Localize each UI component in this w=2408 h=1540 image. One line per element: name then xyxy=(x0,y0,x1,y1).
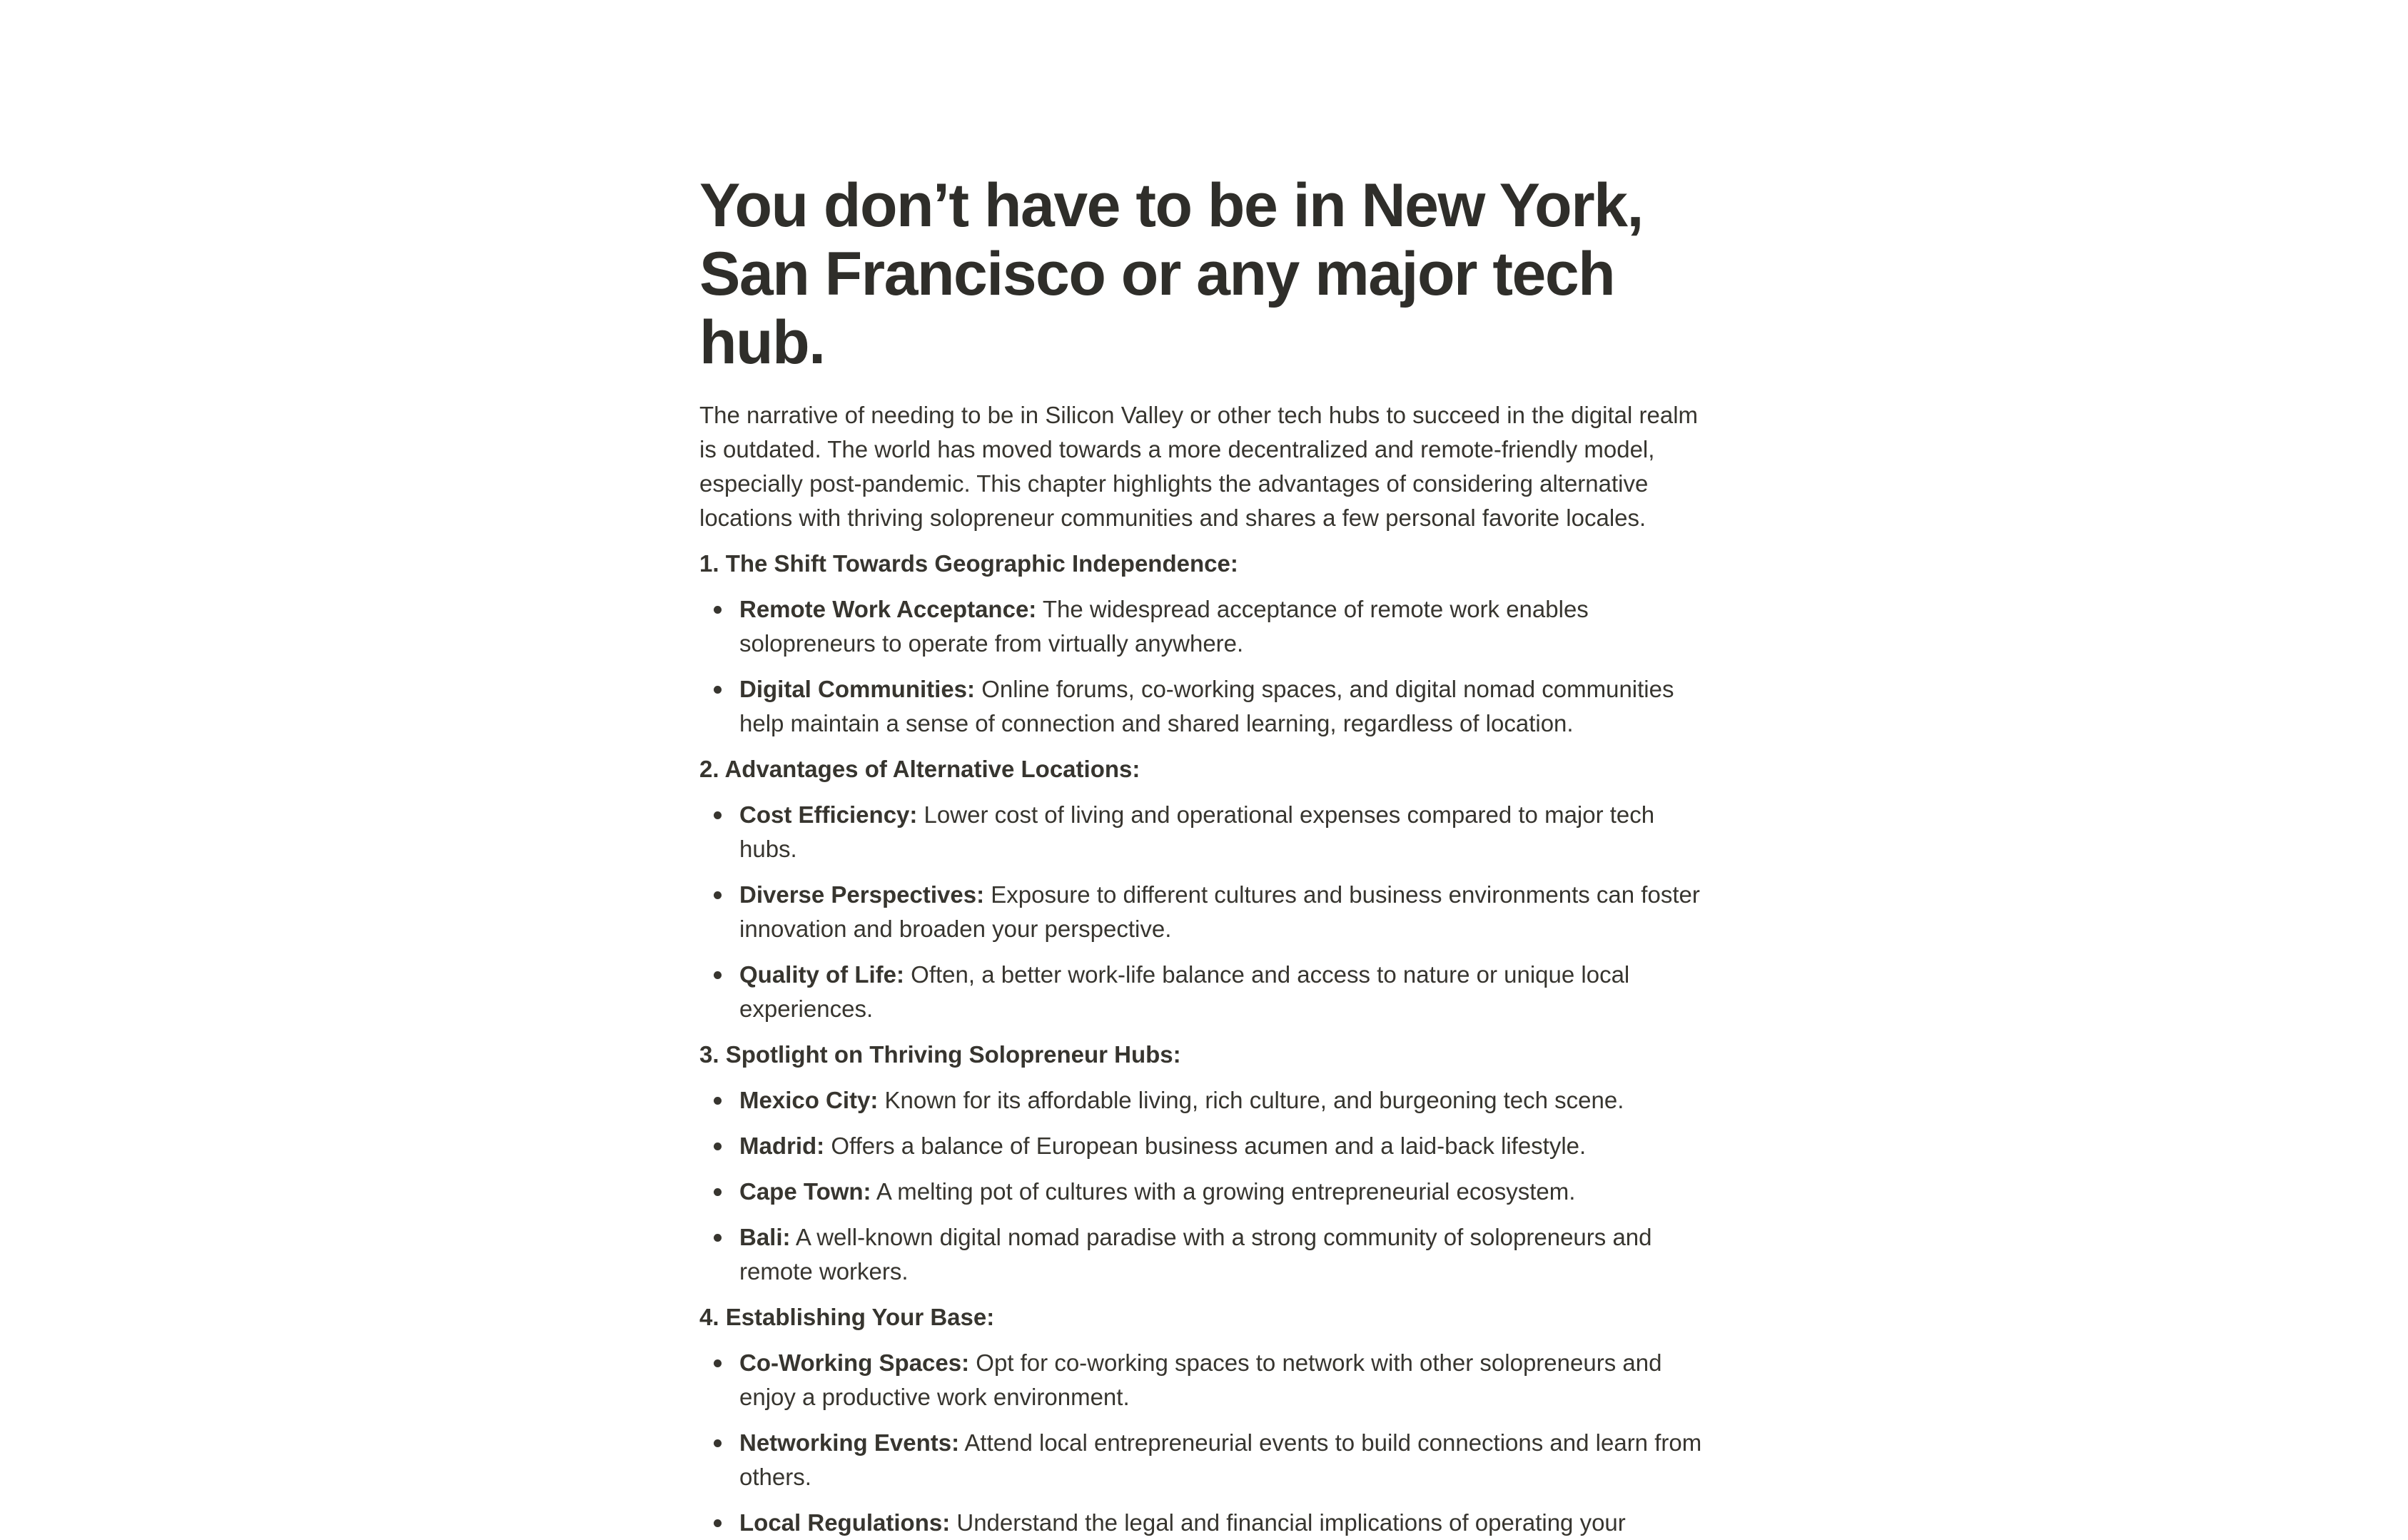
bullet-icon xyxy=(714,1439,722,1447)
item-text: Offers a balance of European business acumen and a laid-back lifestyle. xyxy=(824,1133,1587,1159)
bullet-list xyxy=(699,592,1713,741)
list-item xyxy=(699,1220,1713,1289)
section-heading: 4. Establishing Your Base: xyxy=(699,1304,995,1330)
bullet-list xyxy=(699,1083,1713,1289)
item-text: Exposure to different cultures and business environments can foster innovation and broaden your perspective. xyxy=(739,881,1700,942)
bullet-icon xyxy=(714,606,722,614)
list-item xyxy=(699,1346,1713,1414)
list-item xyxy=(699,672,1713,741)
list-item xyxy=(699,1506,1713,1540)
bullet-icon xyxy=(714,1519,722,1527)
item-text: Understand the legal and financial implications of operating your xyxy=(950,1509,1626,1536)
list-item xyxy=(699,592,1713,661)
bullet-icon xyxy=(714,811,722,819)
item-text: Attend local entrepreneurial events to build connections and learn from others. xyxy=(739,1429,1702,1490)
bullet-icon xyxy=(714,686,722,694)
item-label: Co-Working Spaces: xyxy=(739,1349,970,1376)
item-label: Digital Communities: xyxy=(739,676,976,702)
item-text: Lower cost of living and operational expenses compared to major tech hubs. xyxy=(739,801,1655,862)
item-label: Quality of Life: xyxy=(739,961,904,988)
section-heading: 3. Spotlight on Thriving Solopreneur Hubs: xyxy=(699,1041,1181,1068)
item-label: Diverse Perspectives: xyxy=(739,881,985,908)
item-label: Local Regulations: xyxy=(739,1509,951,1536)
item-text: Known for its affordable living, rich culture, and burgeoning tech scene. xyxy=(878,1087,1624,1113)
list-item xyxy=(699,958,1713,1026)
item-label: Networking Events: xyxy=(739,1429,960,1456)
section-heading: 1. The Shift Towards Geographic Independence: xyxy=(699,550,1238,577)
item-label: Mexico City: xyxy=(739,1087,879,1113)
list-item xyxy=(699,1129,1713,1163)
list-item xyxy=(699,1426,1713,1494)
item-text: The widespread acceptance of remote work enables solopreneurs to operate from virtually anywhere. xyxy=(739,596,1589,657)
item-label: Cape Town: xyxy=(739,1178,871,1205)
section-heading: 2. Advantages of Alternative Locations: xyxy=(699,756,1140,782)
item-label: Remote Work Acceptance: xyxy=(739,596,1037,622)
item-text: Opt for co-working spaces to network with other solopreneurs and enjoy a productive work environment. xyxy=(739,1349,1662,1410)
item-label: Madrid: xyxy=(739,1133,825,1159)
item-text: Often, a better work-life balance and access to nature or unique local experiences. xyxy=(739,961,1630,1022)
item-text: A melting pot of cultures with a growing entrepreneurial ecosystem. xyxy=(871,1178,1576,1205)
document-page xyxy=(699,171,1713,1540)
bullet-icon xyxy=(714,1097,722,1105)
bullet-list xyxy=(699,798,1713,1026)
bullet-icon xyxy=(714,1143,722,1150)
item-label: Cost Efficiency: xyxy=(739,801,918,828)
intro-paragraph: The narrative of needing to be in Silicon Valley or other tech hubs to succeed in the digital realm is outdated. The world has moved towards a more decentralized and remote-friendly model, especially post-pandemic. This chapter highlights the advantages of considering alternative locations with thriving solopreneur communities and shares a few personal favorite locales. xyxy=(699,402,1699,531)
bullet-icon xyxy=(714,891,722,899)
bullet-icon xyxy=(714,971,722,979)
list-item xyxy=(699,1175,1713,1209)
list-item xyxy=(699,1083,1713,1118)
bullet-icon xyxy=(714,1188,722,1196)
page-title: You don’t have to be in New York, San Francisco or any major tech hub. xyxy=(699,171,1643,377)
item-text: A well-known digital nomad paradise with a strong community of solopreneurs and remote workers. xyxy=(739,1224,1652,1285)
bullet-icon xyxy=(714,1359,722,1367)
item-text: Online forums, co-working spaces, and digital nomad communities help maintain a sense of connection and shared learning, regardless of location. xyxy=(739,676,1674,736)
list-item xyxy=(699,878,1713,946)
bullet-icon xyxy=(714,1234,722,1242)
list-item xyxy=(699,798,1713,866)
item-label: Bali: xyxy=(739,1224,791,1250)
bullet-list xyxy=(699,1346,1713,1540)
